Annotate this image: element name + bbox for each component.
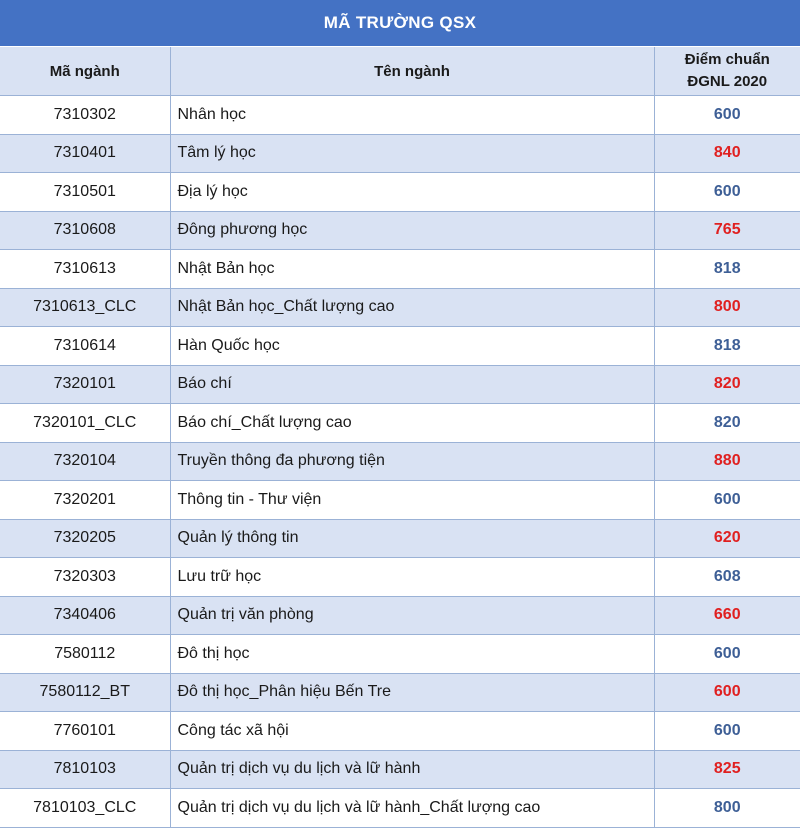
name-cell: Quản lý thông tin bbox=[170, 519, 654, 558]
name-cell: Nhật Bản học bbox=[170, 250, 654, 289]
score-cell: 820 bbox=[654, 365, 800, 404]
score-cell: 600 bbox=[654, 712, 800, 751]
name-cell: Đô thị học bbox=[170, 635, 654, 674]
table-title: MÃ TRƯỜNG QSX bbox=[0, 0, 800, 47]
table-row bbox=[0, 211, 800, 250]
table-row bbox=[0, 288, 800, 327]
name-cell: Quản trị văn phòng bbox=[170, 596, 654, 635]
name-cell: Hàn Quốc học bbox=[170, 327, 654, 366]
code-cell: 7310613_CLC bbox=[0, 288, 170, 327]
code-cell: 7310613 bbox=[0, 250, 170, 289]
code-cell: 7320205 bbox=[0, 519, 170, 558]
table-header bbox=[0, 47, 800, 96]
score-cell: 825 bbox=[654, 750, 800, 789]
score-cell: 600 bbox=[654, 673, 800, 712]
score-cell: 620 bbox=[654, 519, 800, 558]
score-cell: 800 bbox=[654, 288, 800, 327]
code-cell: 7340406 bbox=[0, 596, 170, 635]
score-cell: 840 bbox=[654, 134, 800, 173]
name-cell: Lưu trữ học bbox=[170, 558, 654, 597]
code-cell: 7310302 bbox=[0, 96, 170, 135]
table-row bbox=[0, 558, 800, 597]
score-cell: 600 bbox=[654, 635, 800, 674]
score-cell: 608 bbox=[654, 558, 800, 597]
table-row bbox=[0, 96, 800, 135]
score-cell: 765 bbox=[654, 211, 800, 250]
table-row bbox=[0, 750, 800, 789]
table-row bbox=[0, 250, 800, 289]
table-row bbox=[0, 442, 800, 481]
code-cell: 7320101 bbox=[0, 365, 170, 404]
header-score-line1: Điểm chuẩn bbox=[655, 49, 800, 71]
code-cell: 7310401 bbox=[0, 134, 170, 173]
table-row bbox=[0, 673, 800, 712]
table-row bbox=[0, 365, 800, 404]
table-row bbox=[0, 404, 800, 443]
header-name: Tên ngành bbox=[170, 47, 654, 96]
header-score-line2: ĐGNL 2020 bbox=[655, 71, 800, 93]
score-cell: 880 bbox=[654, 442, 800, 481]
table-row bbox=[0, 596, 800, 635]
name-cell: Truyền thông đa phương tiện bbox=[170, 442, 654, 481]
score-cell: 818 bbox=[654, 250, 800, 289]
header-row bbox=[0, 47, 800, 96]
name-cell: Tâm lý học bbox=[170, 134, 654, 173]
name-cell: Báo chí bbox=[170, 365, 654, 404]
code-cell: 7810103 bbox=[0, 750, 170, 789]
header-code: Mã ngành bbox=[0, 47, 170, 96]
code-cell: 7580112 bbox=[0, 635, 170, 674]
name-cell: Địa lý học bbox=[170, 173, 654, 212]
code-cell: 7310501 bbox=[0, 173, 170, 212]
table-row bbox=[0, 481, 800, 520]
admission-scores-table bbox=[0, 47, 800, 828]
score-cell: 820 bbox=[654, 404, 800, 443]
code-cell: 7310608 bbox=[0, 211, 170, 250]
table-row bbox=[0, 789, 800, 828]
name-cell: Đông phương học bbox=[170, 211, 654, 250]
header-score bbox=[654, 47, 800, 96]
table-body bbox=[0, 96, 800, 828]
name-cell: Thông tin - Thư viện bbox=[170, 481, 654, 520]
code-cell: 7810103_CLC bbox=[0, 789, 170, 828]
name-cell: Quản trị dịch vụ du lịch và lữ hành_Chất lượng cao bbox=[170, 789, 654, 828]
code-cell: 7320101_CLC bbox=[0, 404, 170, 443]
score-cell: 600 bbox=[654, 481, 800, 520]
table-row bbox=[0, 712, 800, 751]
code-cell: 7320303 bbox=[0, 558, 170, 597]
score-cell: 818 bbox=[654, 327, 800, 366]
table-row bbox=[0, 134, 800, 173]
code-cell: 7760101 bbox=[0, 712, 170, 751]
score-cell: 660 bbox=[654, 596, 800, 635]
score-cell: 800 bbox=[654, 789, 800, 828]
code-cell: 7310614 bbox=[0, 327, 170, 366]
table-row bbox=[0, 173, 800, 212]
name-cell: Nhân học bbox=[170, 96, 654, 135]
code-cell: 7320104 bbox=[0, 442, 170, 481]
table-row bbox=[0, 519, 800, 558]
name-cell: Đô thị học_Phân hiệu Bến Tre bbox=[170, 673, 654, 712]
name-cell: Quản trị dịch vụ du lịch và lữ hành bbox=[170, 750, 654, 789]
table-row bbox=[0, 635, 800, 674]
name-cell: Công tác xã hội bbox=[170, 712, 654, 751]
score-cell: 600 bbox=[654, 96, 800, 135]
name-cell: Báo chí_Chất lượng cao bbox=[170, 404, 654, 443]
score-cell: 600 bbox=[654, 173, 800, 212]
code-cell: 7320201 bbox=[0, 481, 170, 520]
table-row bbox=[0, 327, 800, 366]
code-cell: 7580112_BT bbox=[0, 673, 170, 712]
name-cell: Nhật Bản học_Chất lượng cao bbox=[170, 288, 654, 327]
